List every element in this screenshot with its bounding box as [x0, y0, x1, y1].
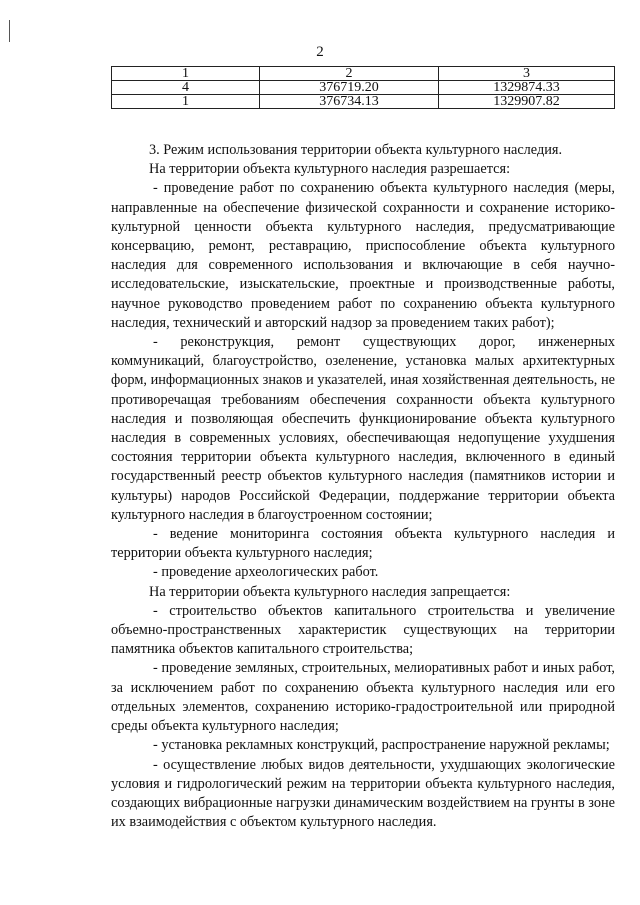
- prohibited-item: - осуществление любых видов деятельности, ухудшающих экологические условия и гидрологический режим на территории объекта культурного наследия, создающих вибрационные нагрузки динамическим воздействием на грунты в зоне их взаимодействия с объектом культурного наследия.: [111, 756, 615, 831]
- prohibited-item: - проведение земляных, строительных, мелиоративных работ и иных работ, за исключением работ по сохранению объекта культурного наследия или его отдельных элементов, сохранению историко-градостроительной или природной среды объекта культурного наследия;: [111, 660, 615, 735]
- prohibited-item: - установка рекламных конструкций, распространение наружной рекламы;: [153, 737, 610, 754]
- allowed-item: - ведение мониторинга состояния объекта культурного наследия и территории объекта культурного наследия;: [111, 526, 615, 562]
- document-body: [111, 141, 615, 832]
- prohibited-item: - строительство объектов капитального строительства и увеличение объемно-пространственных характеристик существующих на территории памятника объектов капитального строительства;: [111, 602, 615, 658]
- table-row: [112, 81, 615, 95]
- allowed-item: - проведение работ по сохранению объекта культурного наследия (меры, направленные на обеспечение физической сохранности и сохранение историко-культурной ценности объекта культурного наследия, предусматривающие консервацию, ремонт, реставрацию, приспособление объекта культурного наследия для современного использования и включающие в себя научно-исследовательские, изыскательские, проектные и производственные работы, научное руководство проведением работ по сохранению объекта культурного наследия, технический и авторский надзор за проведением таких работ);: [111, 180, 615, 331]
- table-cell-y: 1329907.82: [439, 95, 615, 109]
- table-header-cell: 2: [260, 67, 439, 81]
- allowed-intro: На территории объекта культурного наследия разрешается:: [149, 161, 511, 178]
- section-title: 3. Режим использования территории объекта культурного наследия.: [149, 142, 563, 158]
- table-cell-y: 1329874.33: [439, 81, 615, 95]
- table-cell-point: 4: [112, 81, 260, 95]
- allowed-item: - реконструкция, ремонт существующих дорог, инженерных коммуникаций, благоустройство, озеленение, установка малых архитектурных форм, информационных знаков и указателей, иная хозяйственная деятельность, не противоречащая требованиям обеспечения сохранности объекта культурного наследия и позволяющая обеспечить функционирование объекта культурного наследия в современных условиях, обеспечивающая недопущение ухудшения состояния территории объекта культурного наследия, включенного в единый государственный реестр объектов культурного наследия (памятников истории и культуры) народов Российской Федерации, поддержание территории объекта культурного наследия в благоустроенном состоянии;: [111, 334, 615, 523]
- page-number: 2: [316, 44, 324, 60]
- allowed-item: - проведение археологических работ.: [153, 564, 379, 581]
- table-header-cell: 3: [439, 67, 615, 81]
- table-header-row: [112, 67, 615, 81]
- scan-margin-mark: [9, 20, 10, 42]
- table-header-cell: 1: [112, 67, 260, 81]
- coordinates-table: [111, 66, 615, 109]
- table-cell-x: 376719.20: [260, 81, 439, 95]
- prohibited-intro: На территории объекта культурного наследия запрещается:: [149, 583, 511, 600]
- table-row: [112, 95, 615, 109]
- table-cell-x: 376734.13: [260, 95, 439, 109]
- table-cell-point: 1: [112, 95, 260, 109]
